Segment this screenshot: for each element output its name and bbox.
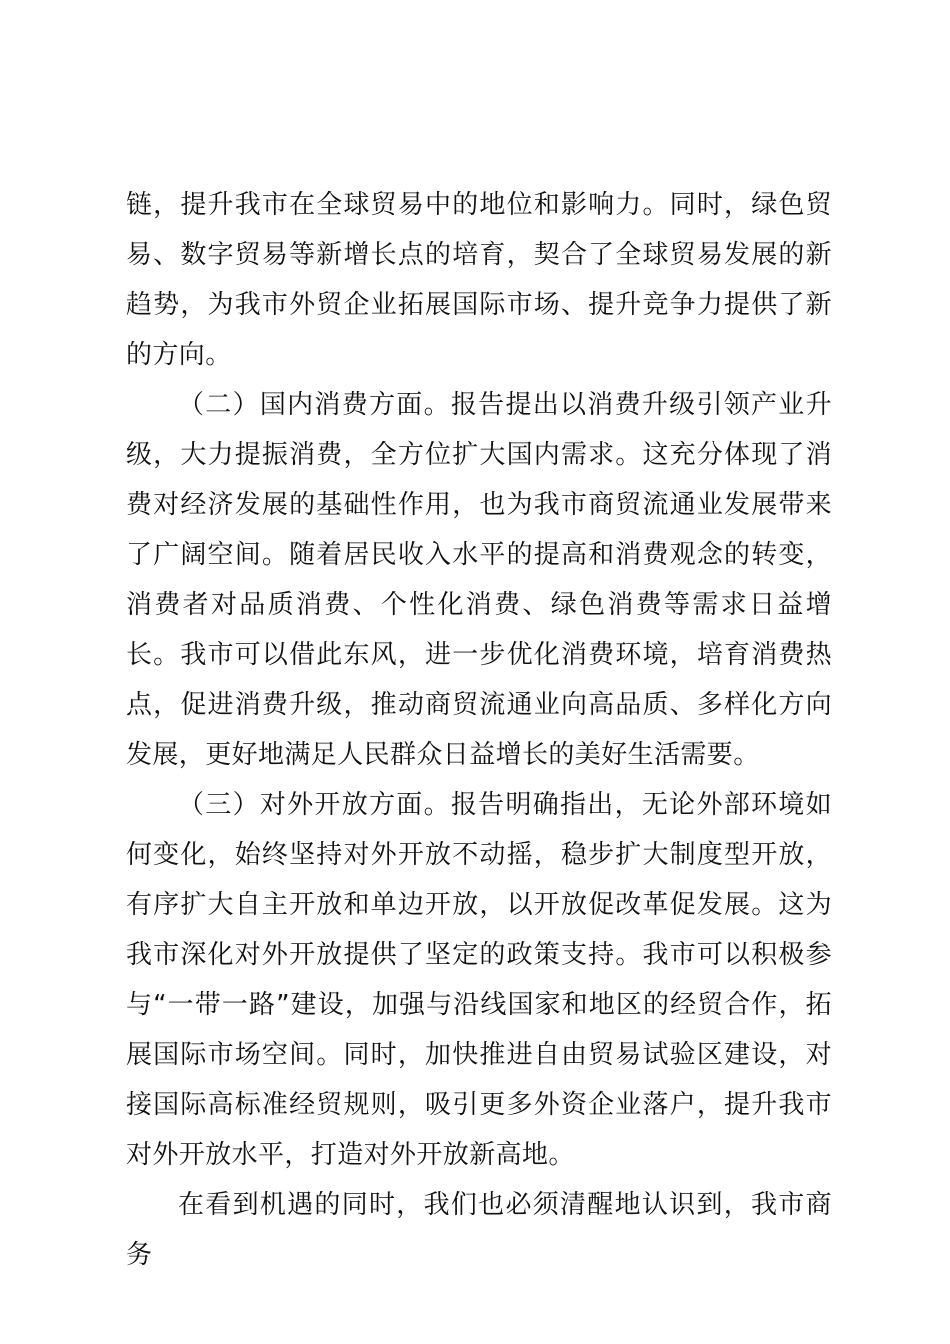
paragraph-continuation: 链，提升我市在全球贸易中的地位和影响力。同时，绿色贸易、数字贸易等新增长点的培育，契合了全球贸易发展的新趋势，为我市外贸企业拓展国际市场、提升竞争力提供了新的方向。 xyxy=(126,190,832,370)
paragraph-challenges-intro: 在看到机遇的同时，我们也必须清醒地认识到，我市商务 xyxy=(126,1190,832,1270)
paragraph-domestic-consumption: （二）国内消费方面。报告提出以消费升级引领产业升级，大力提振消费，全方位扩大国内需求。这充分体现了消费对经济发展的基础性作用，也为我市商贸流通业发展带来了广阔空间。随着居民收入水平的提高和消费观念的转变，消费者对品质消费、个性化消费、绿色消费等需求日益增长。我市可以借此东风，进一步优化消费环境，培育消费热点，促进消费升级，推动商贸流通业向高品质、多样化方向发展，更好地满足人民群众日益增长的美好生活需要。 xyxy=(126,390,832,770)
document-body xyxy=(126,180,832,1280)
paragraph-opening-up: （三）对外开放方面。报告明确指出，无论外部环境如何变化，始终坚持对外开放不动摇，稳步扩大制度型开放，有序扩大自主开放和单边开放，以开放促改革促发展。这为我市深化对外开放提供了坚定的政策支持。我市可以积极参与“一带一路”建设，加强与沿线国家和地区的经贸合作，拓展国际市场空间。同时，加快推进自由贸易试验区建设，对接国际高标准经贸规则，吸引更多外资企业落户，提升我市对外开放水平，打造对外开放新高地。 xyxy=(126,790,832,1170)
